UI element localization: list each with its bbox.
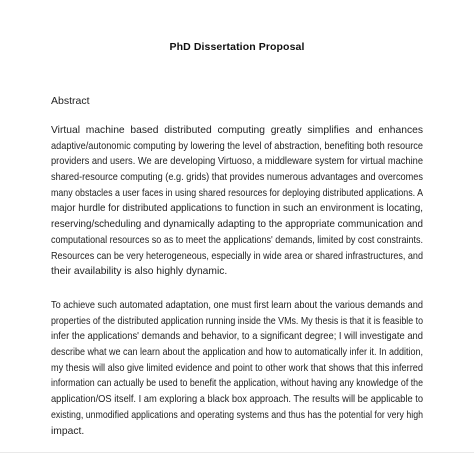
paragraph-line: application/OS itself. I am exploring a black box approach. The results will be applicable to xyxy=(51,394,423,406)
paragraph-line: Resources can be very heterogeneous, especially in wide area or shared infrastructures, and xyxy=(51,250,423,262)
page-bottom-divider xyxy=(0,452,474,453)
paragraph-line: Virtual machine based distributed computing greatly simplifies and enhances xyxy=(51,125,423,136)
paragraph-line: infer the applications' demands and behavior, to a significant degree; I will investigate and xyxy=(51,331,423,343)
paragraph-line: many obstacles a user faces in using shared resources for deploying distributed applications. A xyxy=(51,187,423,199)
paragraph-line: adaptive/autonomic computing by lowering the level of abstraction, benefiting both resource xyxy=(51,140,423,152)
paragraph-line: reserving/scheduling and dynamically adapting to the appropriate communication and xyxy=(51,219,423,231)
document-title: PhD Dissertation Proposal xyxy=(169,41,305,53)
paragraph-line: computational resources so as to meet the applications' demands, limited by cost constraints. xyxy=(51,234,423,246)
section-heading-abstract: Abstract xyxy=(51,95,90,107)
paragraph-line: describe what we can learn about the application and how to automatically infer it. In addition, xyxy=(51,347,423,359)
paragraph-line: To achieve such automated adaptation, one must first learn about the various demands and xyxy=(51,300,423,311)
paragraph-line: major hurdle for distributed applications to function in such an environment is locating, xyxy=(51,203,423,215)
paragraph-line: providers and users. We are developing Virtuoso, a middleware system for virtual machine xyxy=(51,156,423,168)
paragraph-line: my thesis will also give limited evidence and point to other work that shows that this inferred xyxy=(51,362,423,374)
abstract-paragraph-1 xyxy=(51,123,423,280)
paragraph-line: their availability is also highly dynamic. xyxy=(51,266,228,278)
paragraph-line: properties of the distributed application running inside the VMs. My thesis is that it is feasible to xyxy=(51,315,423,327)
paragraph-line: shared-resource computing (e.g. grids) that provides numerous advantages and overcomes xyxy=(51,172,423,184)
paragraph-line: impact. xyxy=(51,425,85,437)
paragraph-line: existing, unmodified applications and operating systems and thus has the potential for very high xyxy=(51,409,423,421)
abstract-paragraph-2 xyxy=(51,298,423,439)
paragraph-line: information can actually be used to benefit the application, without having any knowledge of the xyxy=(51,378,423,390)
